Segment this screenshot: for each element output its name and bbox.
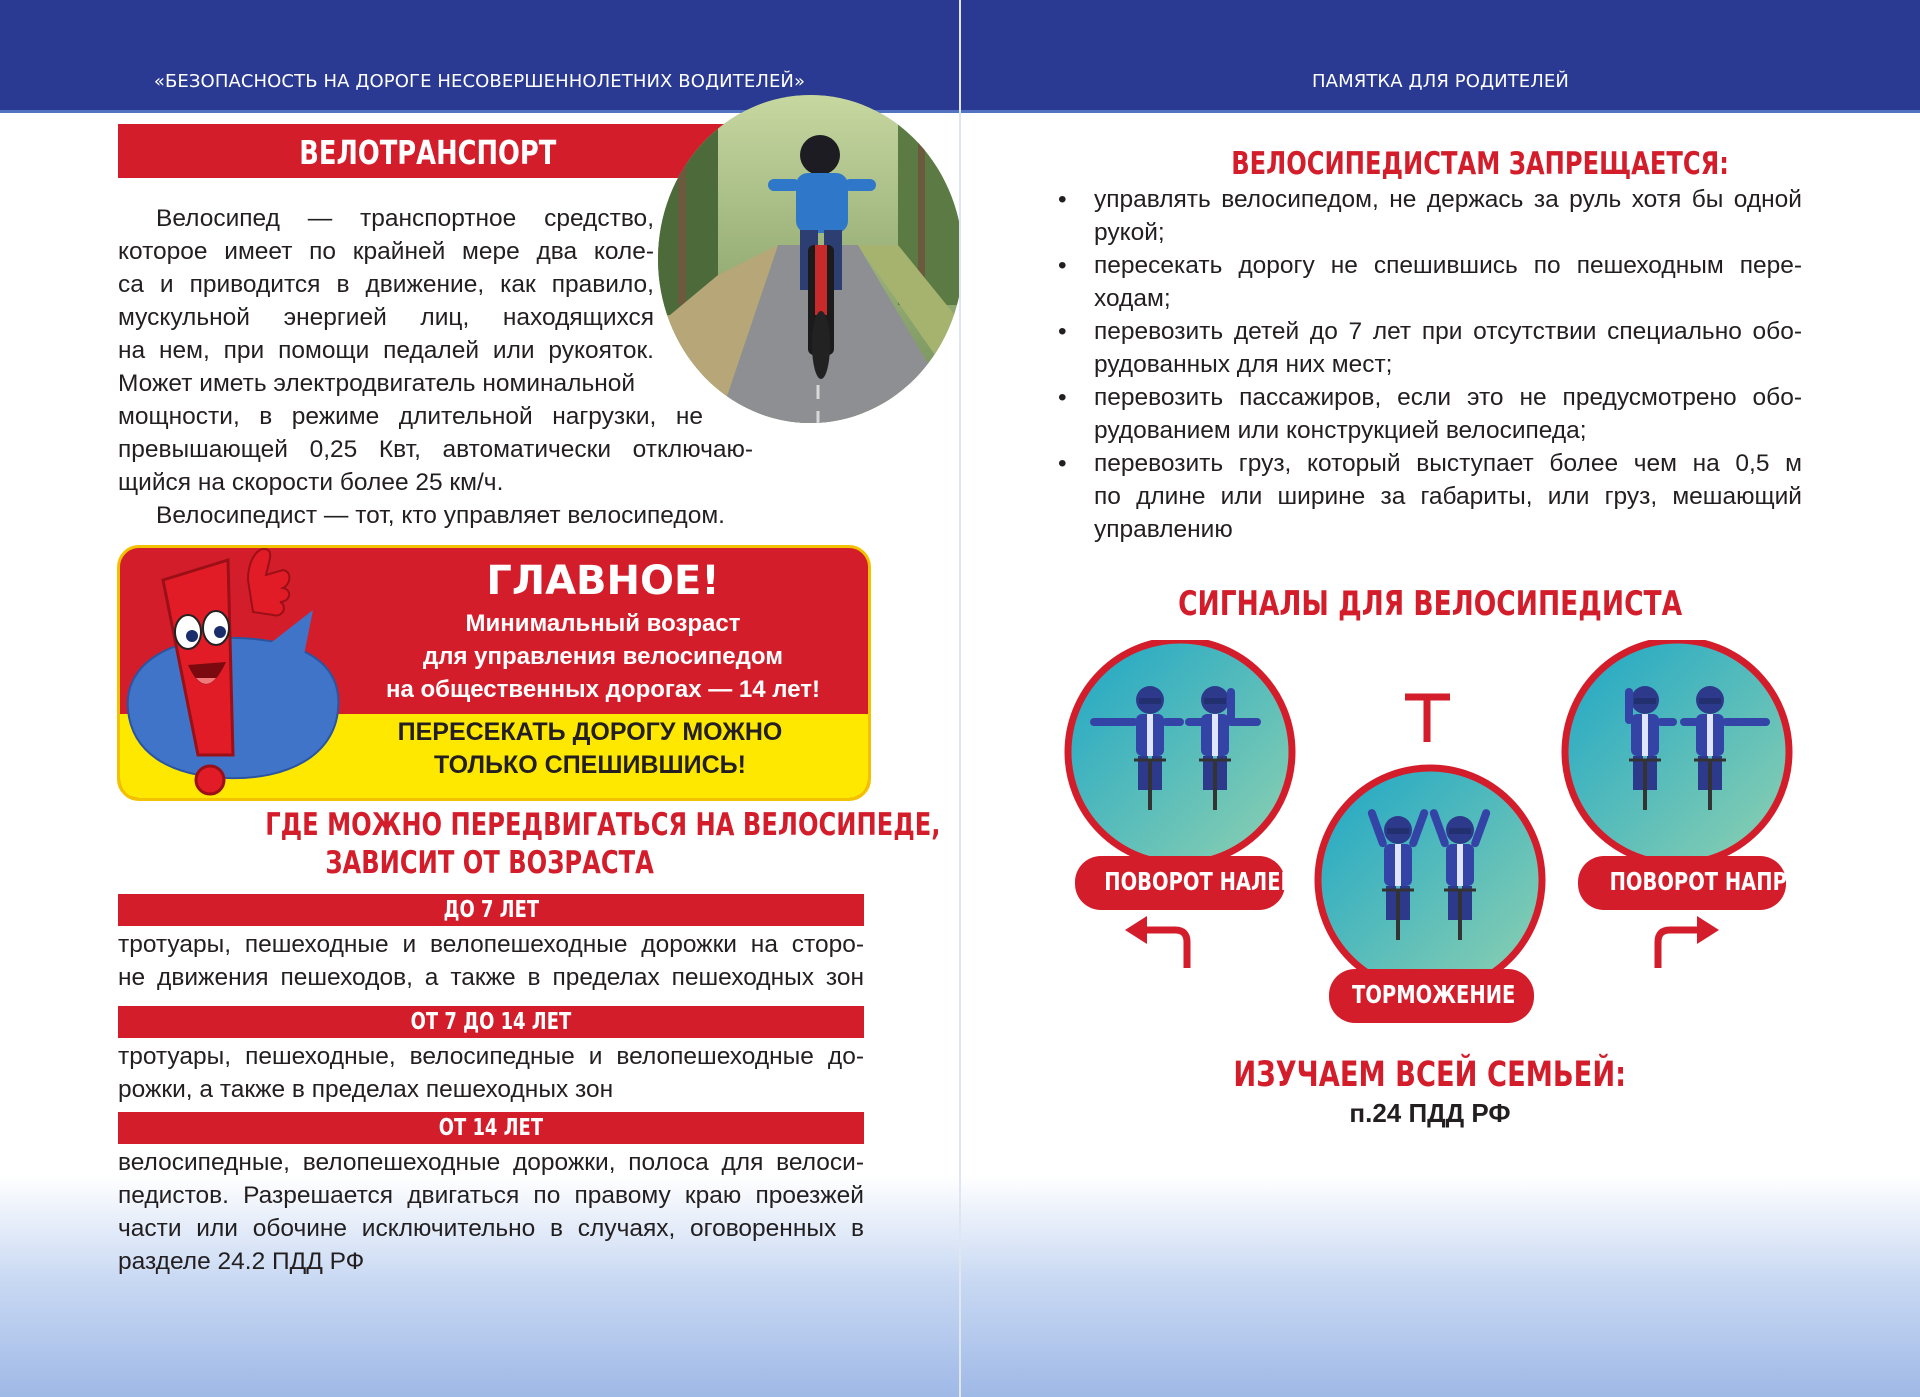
signal-turn-right	[1565, 640, 1789, 968]
intro-line: са и приводится в движение, как правило,	[118, 271, 654, 298]
intro-line: Велосипед — транспортное средство,	[156, 205, 654, 232]
signal-label-left: ПОВОРОТ НАЛЕВО	[1075, 856, 1285, 910]
intro-line: мускульной энергией лиц, находящихся	[118, 304, 654, 331]
intro-line: мощности, в режиме длительной нагрузки, не	[118, 403, 703, 430]
cyclist-definition: Велосипедист — тот, кто управляет велосипедом.	[156, 502, 725, 529]
study-reference: п.24 ПДД РФ	[1349, 1098, 1511, 1128]
intro-line: щийся на скорости более 25 км/ч.	[118, 469, 504, 496]
intro-line: Может иметь электродвигатель номинальной	[118, 370, 636, 397]
age-text-under-7: тротуары, пешеходные и велопешеходные дорожки на сторо- не движения пешеходов, а также в пределах пешеходных зон	[118, 931, 864, 991]
exclamation-mascot-icon	[118, 540, 348, 800]
age-bar-from-14: ОТ 14 ЛЕТ	[118, 1112, 864, 1144]
rule-item: • управлять велосипедом, не держась за руль хотя бы одной рукой;	[1094, 183, 1802, 249]
intro-paragraph-cont	[118, 367, 753, 532]
crossing-warning-line: ПЕРЕСЕКАТЬ ДОРОГУ МОЖНО	[397, 718, 783, 746]
right-header-bar	[961, 0, 1920, 113]
intro-paragraph	[118, 202, 654, 367]
bullet-icon: •	[1058, 252, 1067, 279]
main-rule-line: для управления велосипедом	[423, 643, 783, 670]
section-title-bar	[118, 124, 748, 178]
intro-line: которое имеет по крайней мере два коле-	[118, 238, 654, 265]
age-text-7-to-14: тротуары, пешеходные, велосипедные и велопешеходные до- рожки, а также в пределах пешеходных зон	[118, 1043, 864, 1103]
intro-line: на нем, при помощи педалей или рукояток.	[118, 337, 654, 364]
signal-turn-left	[1068, 640, 1292, 968]
signal-braking	[1318, 768, 1542, 992]
brake-symbol-icon	[1405, 697, 1450, 742]
main-rule-title: ГЛАВНОЕ!	[486, 558, 720, 604]
where-heading-line: ЗАВИСИТ ОТ ВОЗРАСТА	[325, 845, 655, 881]
study-heading: ИЗУЧАЕМ ВСЕЙ СЕМЬЕЙ:	[1233, 1055, 1627, 1095]
main-rule-line: на общественных дорогах — 14 лет!	[386, 676, 820, 703]
right-header-title: ПАМЯТКА ДЛЯ РОДИТЕЛЕЙ	[1312, 71, 1569, 92]
age-bar-under-7: ДО 7 ЛЕТ	[118, 894, 864, 926]
age-bar-7-to-14: ОТ 7 ДО 14 ЛЕТ	[118, 1006, 864, 1038]
forbidden-heading: ВЕЛОСИПЕДИСТАМ ЗАПРЕЩАЕТСЯ:	[1231, 146, 1729, 182]
where-heading-line: ГДЕ МОЖНО ПЕРЕДВИГАТЬСЯ НА ВЕЛОСИПЕДЕ,	[265, 807, 941, 843]
left-page	[0, 0, 959, 1397]
left-header-title: «БЕЗОПАСНОСТЬ НА ДОРОГЕ НЕСОВЕРШЕННОЛЕТНИХ ВОДИТЕЛЕЙ»	[153, 71, 806, 92]
crossing-warning-line: ТОЛЬКО СПЕШИВШИСЬ!	[434, 751, 746, 779]
rule-item: • перевозить детей до 7 лет при отсутствии специально обо- рудованных для них мест;	[1094, 315, 1802, 381]
main-rule-line: Минимальный возраст	[465, 610, 741, 637]
bullet-icon: •	[1058, 450, 1067, 477]
rule-item: • пересекать дорогу не спешившись по пешеходным пере- ходам;	[1094, 249, 1802, 315]
bullet-icon: •	[1058, 384, 1067, 411]
forbidden-rules-list	[1058, 183, 1802, 546]
section-title: ВЕЛОТРАНСПОРТ	[299, 133, 557, 172]
bullet-icon: •	[1058, 318, 1067, 345]
rule-item: • перевозить груз, который выступает более чем на 0,5 м по длине или ширине за габариты, или груз, мешающий управлению	[1094, 447, 1802, 546]
signals-heading: СИГНАЛЫ ДЛЯ ВЕЛОСИПЕДИСТА	[1177, 584, 1683, 624]
rule-item: • перевозить пассажиров, если это не предусмотрено обо- рудованием или конструкцией велосипеда;	[1094, 381, 1802, 447]
signal-label-right: ПОВОРОТ НАПРАВО	[1578, 856, 1786, 910]
age-text-from-14: велосипедные, велопешеходные дорожки, полоса для велоси- педистов. Разрешается двигаться по правому краю проезжей части или обочине исключительно в случаях, оговоренных в разделе 24.2 ПДД РФ	[118, 1149, 864, 1275]
bullet-icon: •	[1058, 186, 1067, 213]
signal-label-brake: ТОРМОЖЕНИЕ	[1329, 969, 1534, 1023]
intro-line: превышающей 0,25 Квт, автоматически отключаю-	[118, 436, 753, 463]
